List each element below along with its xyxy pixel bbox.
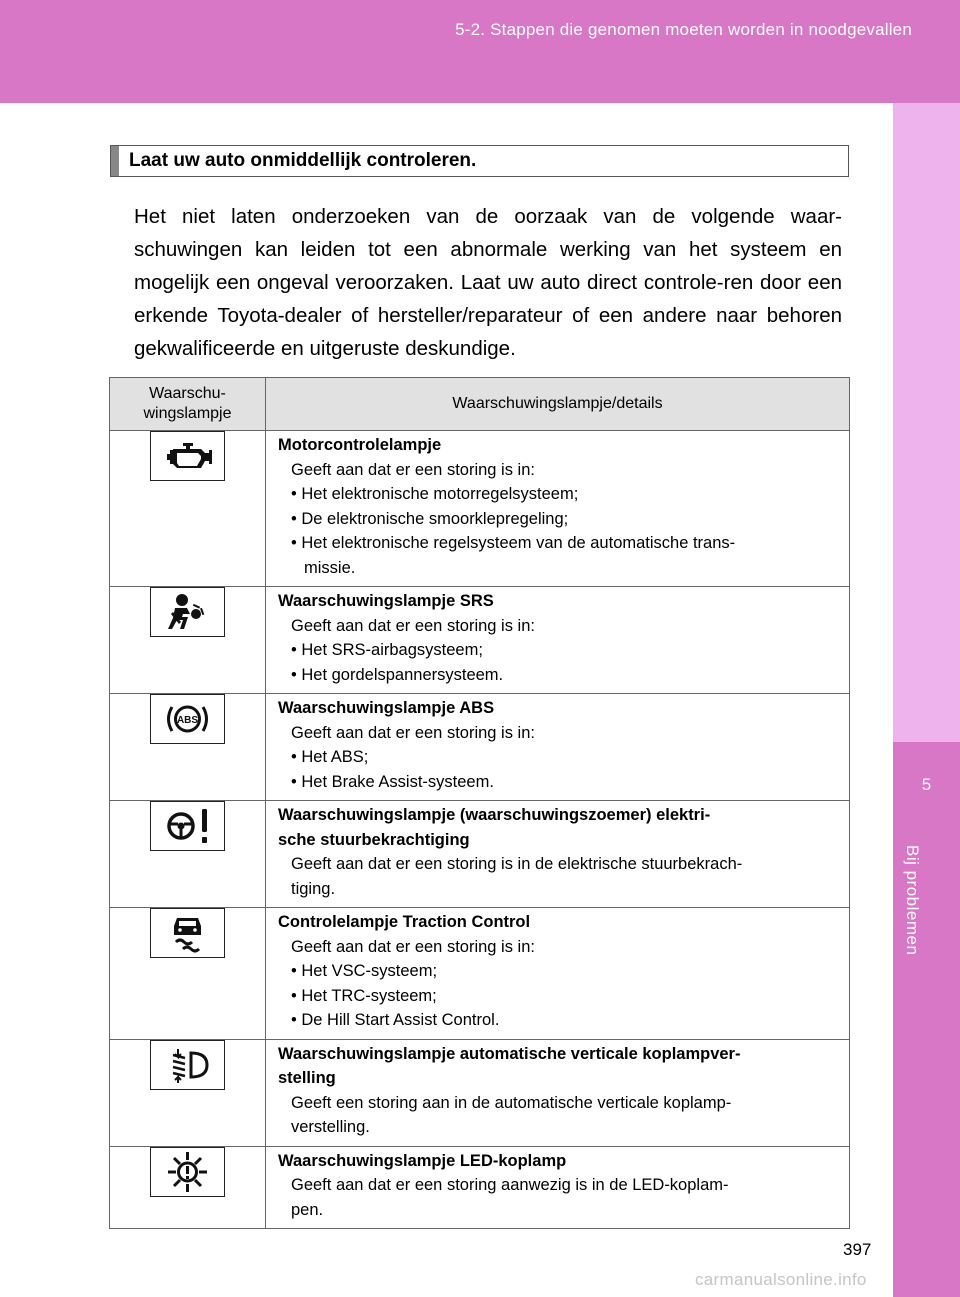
table-row	[110, 1039, 850, 1146]
intro-paragraph: Het niet laten onderzoeken van de oorzaak van de volgende waar-schuwingen kan leiden tot een abnormale werking van het systeem en mogelijk een ongeval veroorzaken. Laat uw auto direct controle-ren door een erkende Toyota-dealer of hersteller/reparateur of een andere naar behoren gekwalificeerde en uitgeruste deskundige.	[134, 205, 842, 360]
row-title: Waarschuwingslampje (waarschuwingszoemer) elektri-	[278, 806, 711, 824]
section-title: Laat uw auto onmiddellijk controleren.	[129, 150, 477, 171]
header-icon-column-line1: Waarschu-	[149, 385, 226, 402]
section-heading-box	[110, 145, 849, 177]
row-title: Waarschuwingslampje ABS	[278, 699, 495, 717]
headlight-leveling-icon	[150, 1040, 225, 1090]
row-bullet: • De elektronische smoorklepregeling;	[291, 509, 569, 528]
header-band	[0, 0, 960, 103]
header-icon-column-line2: wingslampje	[143, 405, 232, 422]
row-title-continued: stelling	[278, 1069, 336, 1087]
table-row	[110, 431, 850, 587]
row-title-continued: sche stuurbekrachtiging	[278, 830, 470, 849]
row-bullet: • Het Brake Assist-systeem.	[291, 772, 494, 791]
row-text: pen.	[291, 1200, 324, 1219]
led-headlight-icon	[150, 1147, 225, 1197]
section-heading-bar	[111, 146, 119, 176]
row-bullet: • Het elektronische regelsysteem van de automatische trans-	[291, 534, 736, 552]
row-bullet: • Het VSC-systeem;	[291, 962, 438, 980]
page-number: 397	[843, 1240, 872, 1259]
header-detail-column: Waarschuwingslampje/details	[266, 378, 850, 431]
row-text: verstelling.	[291, 1118, 370, 1136]
row-text: Geeft aan dat er een storing is in:	[291, 460, 535, 479]
row-bullet: • Het SRS-airbagsysteem;	[291, 641, 483, 659]
row-text: Geeft een storing aan in de automatische verticale koplamp-	[291, 1093, 732, 1112]
traction-control-icon	[150, 908, 225, 958]
table-row	[110, 587, 850, 694]
row-title: Waarschuwingslampje LED-koplamp	[278, 1151, 567, 1170]
side-tab-number: 5	[921, 775, 932, 794]
watermark: carmanualsonline.info	[695, 1270, 867, 1289]
table-row	[110, 801, 850, 908]
row-text: Geeft aan dat er een storing aanwezig is in de LED-koplam-	[291, 1176, 729, 1194]
srs-airbag-icon	[150, 587, 225, 637]
row-bullet: • Het ABS;	[291, 748, 369, 766]
table-row	[110, 1146, 850, 1229]
row-title: Waarschuwingslampje SRS	[278, 592, 494, 610]
row-text: Geeft aan dat er een storing is in:	[291, 937, 535, 956]
side-tab-active	[893, 742, 960, 1297]
row-title: Controlelampje Traction Control	[278, 913, 531, 931]
row-bullet: • Het TRC-systeem;	[291, 986, 437, 1005]
table-header-row	[110, 378, 850, 431]
power-steering-icon	[150, 801, 225, 851]
row-text: Geeft aan dat er een storing is in:	[291, 616, 535, 635]
row-text: tiging.	[291, 879, 336, 898]
header-icon-column	[110, 378, 266, 431]
row-bullet: • Het gordelspannersysteem.	[291, 665, 504, 684]
svg-text:ABS: ABS	[176, 715, 199, 726]
row-bullet: • De Hill Start Assist Control.	[291, 1011, 500, 1029]
row-bullet: • Het elektronische motorregelsysteem;	[291, 485, 579, 503]
table-row	[110, 908, 850, 1040]
side-tab-label: Bij problemen	[903, 845, 922, 956]
row-title: Waarschuwingslampje automatische verticale koplampver-	[278, 1044, 741, 1063]
row-bullet-continued: missie.	[304, 558, 356, 577]
row-title: Motorcontrolelampje	[278, 436, 442, 454]
warning-table	[109, 377, 850, 1229]
table-row	[110, 694, 850, 801]
abs-icon	[150, 694, 225, 744]
row-text: Geeft aan dat er een storing is in:	[291, 723, 535, 742]
row-text: Geeft aan dat er een storing is in de elektrische stuurbekrach-	[291, 855, 743, 873]
engine-check-icon	[150, 431, 225, 481]
chapter-title: 5-2. Stappen die genomen moeten worden in noodgevallen	[455, 20, 912, 39]
